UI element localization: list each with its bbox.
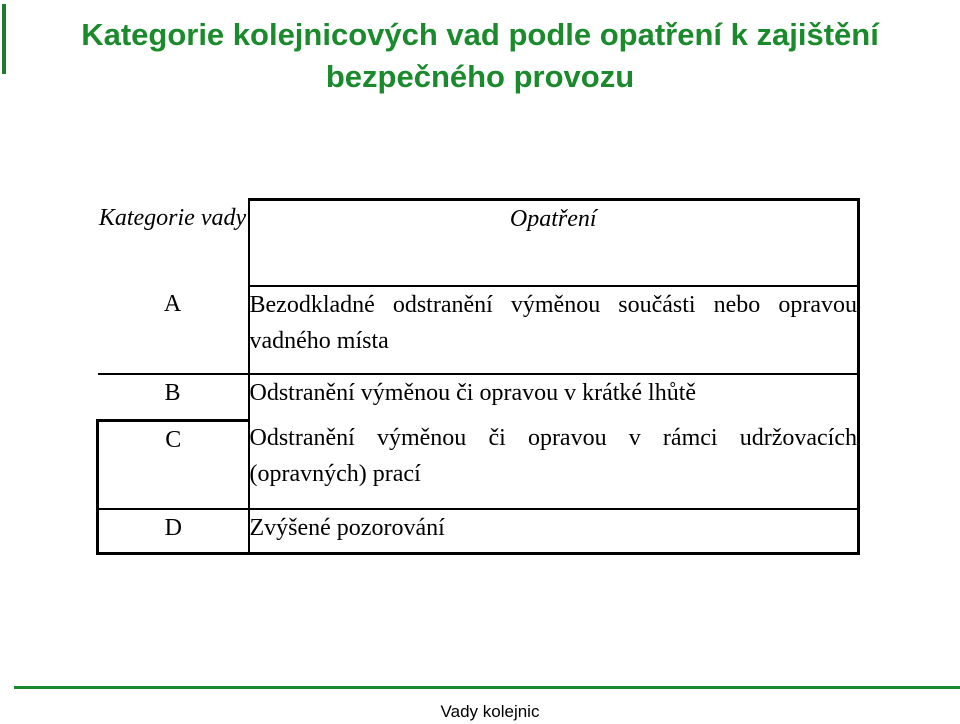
table-header-row [98,200,859,286]
defect-category-table [96,198,860,555]
footer-divider [14,686,960,689]
header-measure: Opatření [249,200,859,286]
row-category: A [98,286,249,374]
table-row [98,374,859,421]
row-category: B [98,374,249,421]
footer-label: Vady kolejnic [440,702,540,721]
row-measure: Zvýšené pozorování [249,509,859,554]
table-row [98,286,859,374]
row-measure: Odstranění výměnou či opravou v rámci udržovacích (opravných) prací [249,420,859,509]
table-row [98,420,859,509]
row-category: D [98,509,249,554]
header-category: Kategorie vady [98,200,249,286]
table-row [98,509,859,554]
row-category: C [98,420,249,509]
row-measure: Bezodkladné odstranění výměnou součásti nebo opravou vadného místa [249,286,859,374]
row-measure: Odstranění výměnou či opravou v krátké lhůtě [249,374,859,421]
page-title: Kategorie kolejnicových vad podle opatření k zajištění bezpečného provozu [81,17,879,94]
